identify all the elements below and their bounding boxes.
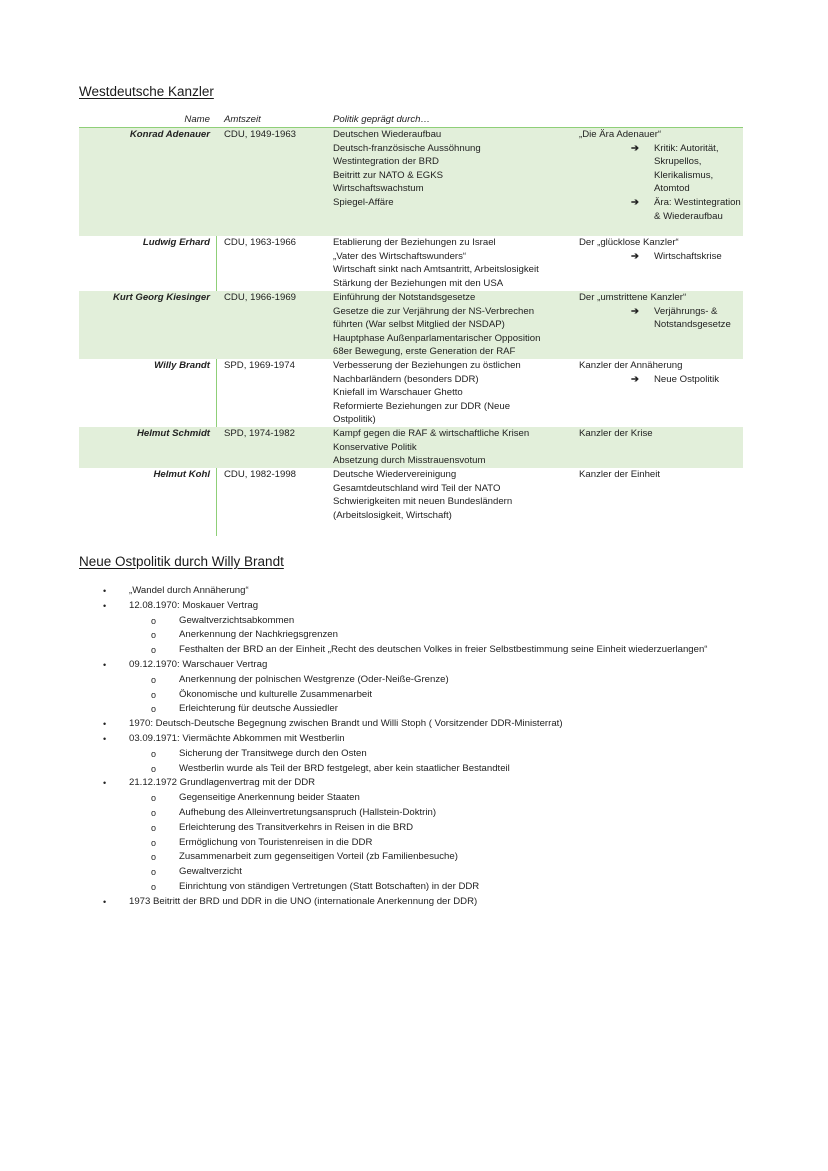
policy-line: Nachbarländern (besonders DDR) [333, 373, 479, 385]
policy-line: Ostpolitik) [333, 414, 376, 426]
chancellor-table [79, 113, 743, 523]
sub-list-item [100, 628, 800, 643]
sub-list-item-text: Ermöglichung von Touristenreisen in die DDR [179, 836, 373, 848]
sub-list-item [100, 836, 800, 851]
sub-list-item-text: Ökonomische und kulturelle Zusammenarbeit [179, 688, 373, 700]
circle-bullet-icon: o [151, 645, 157, 656]
policy-line: Wirtschaftswachstum [333, 183, 424, 195]
policy-line: „Vater des Wirtschaftswunders“ [333, 250, 467, 262]
policy-line: Hauptphase Außenparlamentarischer Opposition [333, 332, 541, 344]
policy-line: Beitritt zur NATO & EGKS [333, 169, 443, 181]
section-title-ostpolitik: Neue Ostpolitik durch Willy Brandt [79, 554, 284, 569]
sub-list-item-text: Erleichterung für deutsche Aussiedler [179, 703, 338, 715]
policy-line: Etablierung der Beziehungen zu Israel [333, 237, 496, 248]
circle-bullet-icon: o [151, 867, 157, 878]
sub-list-item [100, 850, 800, 865]
table-row [79, 291, 743, 359]
note-title: Kanzler der Annäherung [579, 360, 683, 371]
sub-list-item [100, 791, 800, 806]
sub-list-item-text: Einrichtung von ständigen Vertretungen (Statt Botschaften) in der DDR [179, 880, 480, 892]
list-item [100, 776, 800, 791]
sub-list-item [100, 806, 800, 821]
ostpolitik-list [100, 584, 800, 910]
note-title: Kanzler der Krise [579, 428, 653, 439]
arrow-right-icon: ➔ [631, 305, 640, 317]
list-item [100, 599, 800, 614]
policy-line: (Arbeitslosigkeit, Wirtschaft) [333, 509, 452, 521]
policy-line: Konservative Politik [333, 441, 417, 453]
policy-line: Einführung der Notstandsgesetze [333, 292, 476, 303]
sub-list-item [100, 673, 800, 688]
term-of-office: SPD, 1974-1982 [224, 428, 295, 439]
bullet-icon: • [103, 733, 107, 744]
note-title: Der „umstrittene Kanzler“ [579, 292, 687, 303]
policy-line: Schwierigkeiten mit neuen Bundesländern [333, 496, 513, 508]
note-arrow-item [579, 373, 743, 387]
sub-list-item-text: Erleichterung des Transitverkehrs in Reisen in die BRD [179, 821, 414, 833]
table-row [79, 427, 743, 468]
sub-list-item [100, 821, 800, 836]
header-term: Amtszeit [224, 114, 261, 125]
policy-line: Gesamtdeutschland wird Teil der NATO [333, 482, 501, 494]
bullet-icon: • [103, 659, 107, 670]
bullet-icon: • [103, 586, 107, 596]
note-arrow-text: Ära: Westintegration & Wiederaufbau [654, 196, 741, 222]
sub-list-item-text: Gewaltverzichtsabkommen [179, 614, 295, 626]
section-title-kanzler: Westdeutsche Kanzler [79, 84, 214, 99]
note-cell [579, 291, 743, 332]
policy-line: Kampf gegen die RAF & wirtschaftliche Krisen [333, 428, 530, 439]
policy-line: Kniefall im Warschauer Ghetto [333, 387, 463, 399]
list-item-text: 1970: Deutsch-Deutsche Begegnung zwischen Brandt und Willi Stoph ( Vorsitzender DDR-Ministerrat) [129, 718, 563, 730]
sub-list-item [100, 614, 800, 629]
policy-cell [333, 359, 569, 427]
policy-cell [333, 427, 569, 468]
bullet-icon: • [103, 719, 107, 730]
note-arrow-text: Wirtschaftskrise [654, 250, 722, 262]
sub-list-item [100, 643, 800, 658]
policy-cell [333, 468, 569, 522]
note-cell [579, 236, 743, 263]
policy-line: Gesetze die zur Verjährung der NS-Verbrechen [333, 305, 535, 317]
note-cell [579, 468, 743, 482]
note-arrow-item [579, 250, 743, 264]
sub-list-item-text: Gegenseitige Anerkennung beider Staaten [179, 792, 360, 804]
note-cell [579, 128, 743, 223]
list-item-text: 1973 Beitritt der BRD und DDR in die UNO (internationale Anerkennung der DDR) [129, 895, 478, 907]
arrow-right-icon: ➔ [631, 196, 640, 208]
note-arrow-text: Verjährungs- & Notstandsgesetze [654, 305, 731, 331]
bullet-icon: • [103, 896, 107, 907]
circle-bullet-icon: o [151, 630, 157, 641]
table-row [79, 468, 743, 523]
policy-cell [333, 236, 569, 290]
sub-list-item-text: Zusammenarbeit zum gegenseitigen Vorteil (zb Familienbesuche) [179, 851, 458, 863]
list-item [100, 584, 800, 599]
chancellor-name: Konrad Adenauer [129, 129, 210, 140]
note-arrow-text: Neue Ostpolitik [654, 373, 720, 385]
chancellor-name: Ludwig Erhard [142, 237, 210, 248]
note-cell [579, 427, 743, 441]
note-arrow-text: Kritik: Autorität, Skrupellos, Klerikalismus, Atomtod [654, 142, 719, 195]
bullet-icon: • [103, 600, 107, 611]
list-item [100, 717, 800, 732]
table-header [79, 113, 743, 128]
policy-line: Reformierte Beziehungen zur DDR (Neue [333, 400, 511, 412]
policy-line: Verbesserung der Beziehungen zu östlichen [333, 360, 521, 371]
term-of-office: CDU, 1982-1998 [224, 469, 296, 480]
note-cell [579, 359, 743, 386]
circle-bullet-icon: o [151, 822, 157, 833]
policy-cell [333, 291, 569, 359]
policy-line: führten (War selbst Mitglied der NSDAP) [333, 319, 505, 331]
header-policy: Politik geprägt durch… [333, 114, 431, 125]
note-title: Kanzler der Einheit [579, 469, 661, 480]
circle-bullet-icon: o [151, 763, 157, 774]
sub-list-item-text: Westberlin wurde als Teil der BRD festgelegt, aber kein staatlicher Bestandteil [179, 762, 510, 774]
sub-list-item-text: Anerkennung der polnischen Westgrenze (Oder-Neiße-Grenze) [179, 673, 449, 685]
policy-line: Absetzung durch Misstrauensvotum [333, 455, 486, 467]
note-arrow-item [579, 196, 743, 223]
sub-list-item [100, 747, 800, 762]
policy-line: Wirtschaft sinkt nach Amtsantritt, Arbeitslosigkeit [333, 264, 539, 276]
circle-bullet-icon: o [151, 807, 157, 818]
circle-bullet-icon: o [151, 615, 157, 626]
chancellor-name: Willy Brandt [154, 360, 210, 371]
circle-bullet-icon: o [151, 837, 157, 848]
policy-line: Deutschen Wiederaufbau [333, 129, 442, 140]
term-of-office: CDU, 1949-1963 [224, 129, 296, 140]
arrow-right-icon: ➔ [631, 250, 640, 262]
circle-bullet-icon: o [151, 793, 157, 804]
chancellor-name: Helmut Schmidt [136, 428, 210, 439]
note-arrow-item [579, 142, 743, 196]
sub-list-item [100, 688, 800, 703]
policy-line: Deutsch-französische Aussöhnung [333, 142, 481, 154]
sub-list-item [100, 702, 800, 717]
policy-cell [333, 128, 569, 210]
arrow-right-icon: ➔ [631, 142, 640, 154]
circle-bullet-icon: o [151, 704, 157, 715]
table-body [79, 128, 743, 523]
policy-line: Westintegration der BRD [333, 156, 439, 168]
arrow-right-icon: ➔ [631, 373, 640, 385]
term-of-office: SPD, 1969-1974 [224, 360, 295, 371]
sub-list-item [100, 762, 800, 777]
list-item-text: 03.09.1971: Viermächte Abkommen mit Westberlin [129, 732, 345, 744]
note-arrow-item [579, 305, 743, 332]
header-name: Name [184, 114, 210, 125]
note-title: „Die Ära Adenauer“ [579, 129, 662, 140]
table-row [79, 128, 743, 236]
chancellor-name: Helmut Kohl [153, 469, 210, 480]
list-item-text: 12.08.1970: Moskauer Vertrag [129, 599, 259, 611]
list-item-text: 09.12.1970: Warschauer Vertrag [129, 658, 268, 670]
circle-bullet-icon: o [151, 852, 157, 863]
list-item-text: 21.12.1972 Grundlagenvertrag mit der DDR [129, 777, 316, 789]
policy-line: Deutsche Wiedervereinigung [333, 469, 457, 480]
chancellor-name: Kurt Georg Kiesinger [112, 292, 210, 303]
sub-list-item-text: Festhalten der BRD an der Einheit „Recht des deutschen Volkes in freier Selbstbestimmung seine Einheit wiederzuerlangen“ [179, 644, 708, 656]
list-item [100, 658, 800, 673]
sub-list-item [100, 880, 800, 895]
sub-list-item [100, 865, 800, 880]
table-row [79, 236, 743, 291]
list-item [100, 732, 800, 747]
circle-bullet-icon: o [151, 689, 157, 700]
circle-bullet-icon: o [151, 881, 157, 892]
term-of-office: CDU, 1966-1969 [224, 292, 296, 303]
sub-list-item-text: Aufhebung des Alleinvertretungsanspruch (Hallstein-Doktrin) [179, 806, 437, 818]
note-title: Der „glücklose Kanzler“ [579, 237, 679, 248]
bullet-icon: • [103, 778, 107, 789]
sub-list-item-text: Gewaltverzicht [179, 866, 242, 878]
policy-line: Spiegel-Affäre [333, 196, 394, 208]
policy-line: 68er Bewegung, erste Generation der RAF [333, 346, 516, 358]
sub-list-item-text: Anerkennung der Nachkriegsgrenzen [179, 629, 338, 641]
sub-list-item-text: Sicherung der Transitwege durch den Osten [179, 747, 367, 759]
circle-bullet-icon: o [151, 674, 157, 685]
term-of-office: CDU, 1963-1966 [224, 237, 296, 248]
policy-line: Stärkung der Beziehungen mit den USA [333, 277, 504, 289]
list-item [100, 895, 800, 910]
circle-bullet-icon: o [151, 748, 157, 759]
table-row [79, 359, 743, 427]
list-item-text: „Wandel durch Annäherung“ [129, 585, 249, 596]
